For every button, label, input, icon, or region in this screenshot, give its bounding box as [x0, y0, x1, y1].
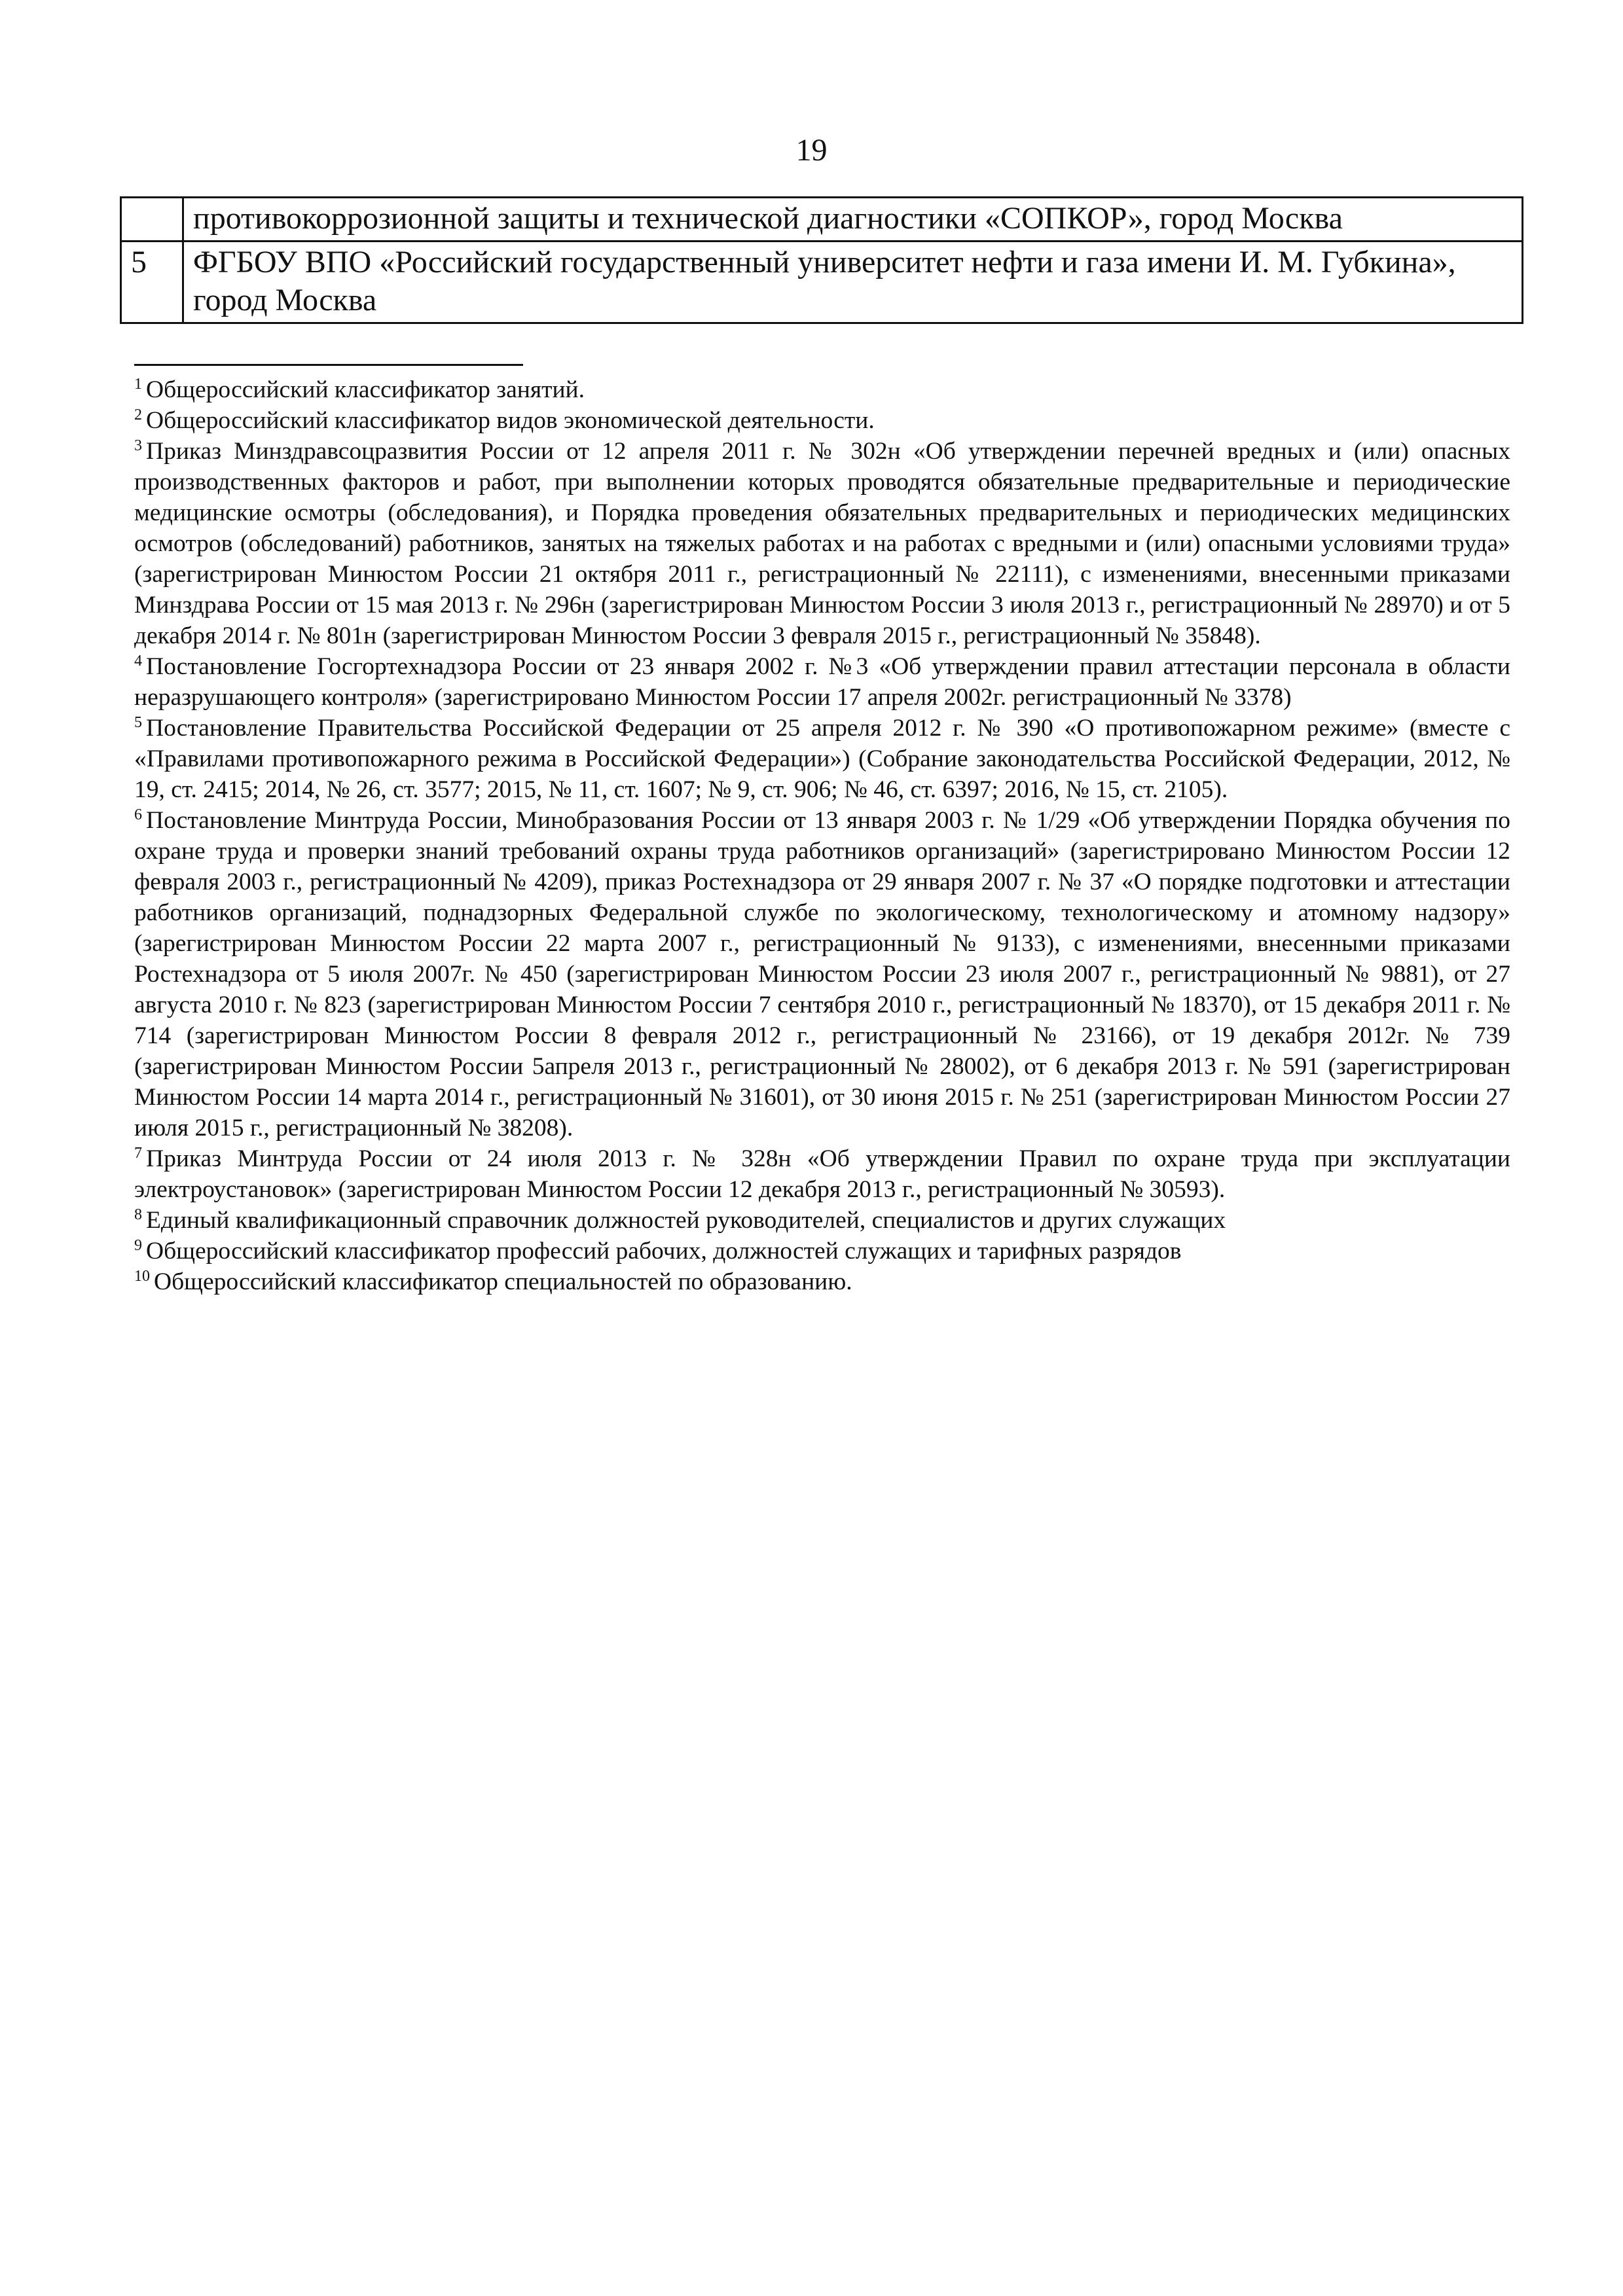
- organizations-table: [120, 196, 1523, 324]
- footnote-mark: 5: [134, 714, 142, 731]
- footnote-mark: 4: [134, 653, 142, 670]
- footnote-mark: 2: [134, 406, 142, 423]
- footnote-text: Постановление Правительства Российской Федерации от 25 апреля 2012 г. № 390 «О противопожарном режиме» (вместе с «Правилами противопожарного режима в Российской Федерации») (Собрание законодательства Российской Федерации, 2012, № 19, ст. 2415; 2014, № 26, ст. 3577; 2015, № 11, ст. 1607; № 9, ст. 906; № 46, ст. 6397; 2016, № 15, ст. 2105).: [134, 715, 1510, 803]
- row-text: противокоррозионной защиты и технической диагностики «СОПКОР», город Москва: [183, 198, 1523, 242]
- footnote-mark: 8: [134, 1206, 142, 1223]
- footnote-text: Общероссийский классификатор занятий.: [146, 376, 585, 403]
- footnote: [134, 374, 1510, 405]
- footnote: [134, 436, 1510, 651]
- footnote: [134, 1143, 1510, 1205]
- footnote-mark: 1: [134, 376, 142, 393]
- footnote: [134, 651, 1510, 713]
- table-row: [121, 198, 1523, 242]
- footnote-text: Единый квалификационный справочник должностей руководителей, специалистов и других служащих: [146, 1207, 1226, 1234]
- footnote: [134, 805, 1510, 1143]
- footnote: [134, 1236, 1510, 1266]
- row-text: ФГБОУ ВПО «Российский государственный университет нефти и газа имени И. М. Губкина», город Москва: [183, 242, 1523, 323]
- footnote-text: Общероссийский классификатор профессий рабочих, должностей служащих и тарифных разрядов: [146, 1238, 1182, 1265]
- page-number: 19: [795, 133, 828, 168]
- footnote-text: Постановление Госгортехнадзора России от 23 января 2002 г. №3 «Об утверждении правил аттестации персонала в области неразрушающего контроля» (зарегистрировано Минюстом России 17 апреля 2002г. регистрационный № 3378): [134, 653, 1510, 711]
- footnote: [134, 1266, 1510, 1297]
- footnote-text: Приказ Минтруда России от 24 июля 2013 г. № 328н «Об утверждении Правил по охране труда при эксплуатации электроустановок» (зарегистрирован Минюстом России 12 декабря 2013 г., регистрационный № 30593).: [134, 1145, 1510, 1203]
- row-number: 5: [121, 242, 183, 323]
- footnote-text: Постановление Минтруда России, Минобразования России от 13 января 2003 г. № 1/29 «Об утверждении Порядка обучения по охране труда и проверки знаний требований охраны труда работников организаций» (зарегистрировано Минюстом России 12 февраля 2003 г., регистрационный № 4209), приказ Ростехнадзора от 29 января 2007 г. № 37 «О порядке подготовки и аттестации работников организаций, поднадзорных Федеральной службе по экологическому, технологическому и атомному надзору» (зарегистрирован Минюстом России 22 марта 2007 г., регистрационный № 9133), с изменениями, внесенными приказами Ростехнадзора от 5 июля 2007г. № 450 (зарегистрирован Минюстом России 23 июля 2007 г., регистрационный № 9881), от 27 августа 2010 г. № 823 (зарегистрирован Минюстом России 7 сентября 2010 г., регистрационный № 18370), от 15 декабря 2011 г. № 714 (зарегистрирован Минюстом России 8 февраля 2012 г., регистрационный № 23166), от 19 декабря 2012г. № 739 (зарегистрирован Минюстом России 5апреля 2013 г., регистрационный № 28002), от 6 декабря 2013 г. № 591 (зарегистрирован Минюстом России 14 марта 2014 г., регистрационный № 31601), от 30 июня 2015 г. № 251 (зарегистрирован Минюстом России 27 июля 2015 г., регистрационный № 38208).: [134, 807, 1510, 1141]
- row-number: [121, 198, 183, 242]
- table-row: [121, 242, 1523, 323]
- footnotes: [134, 374, 1510, 1297]
- footnote-mark: 10: [134, 1268, 150, 1285]
- footnote-mark: 6: [134, 806, 142, 823]
- footnote: [134, 1205, 1510, 1236]
- footnote-mark: 9: [134, 1237, 142, 1254]
- footnote-mark: 7: [134, 1145, 142, 1162]
- footnote: [134, 713, 1510, 805]
- footnote-text: Общероссийский классификатор видов экономической деятельности.: [146, 407, 875, 434]
- footnote-separator: [134, 364, 523, 366]
- footnote: [134, 405, 1510, 436]
- footnote-mark: 3: [134, 437, 142, 454]
- footnote-text: Общероссийский классификатор специальностей по образованию.: [154, 1268, 852, 1295]
- footnote-text: Приказ Минздравсоцразвития России от 12 апреля 2011 г. № 302н «Об утверждении перечней вредных и (или) опасных производственных факторов и работ, при выполнении которых проводятся обязательные предварительные и периодические медицинские осмотры (обследования), и Порядка проведения обязательных предварительных и периодических медицинских осмотров (обследований) работников, занятых на тяжелых работах и на работах с вредными и (или) опасными условиями труда» (зарегистрирован Минюстом России 21 октября 2011 г., регистрационный № 22111), с изменениями, внесенными приказами Минздрава России от 15 мая 2013 г. № 296н (зарегистрирован Минюстом России 3 июля 2013 г., регистрационный № 28970) и от 5 декабря 2014 г. № 801н (зарегистрирован Минюстом России 3 февраля 2015 г., регистрационный № 35848).: [134, 438, 1510, 649]
